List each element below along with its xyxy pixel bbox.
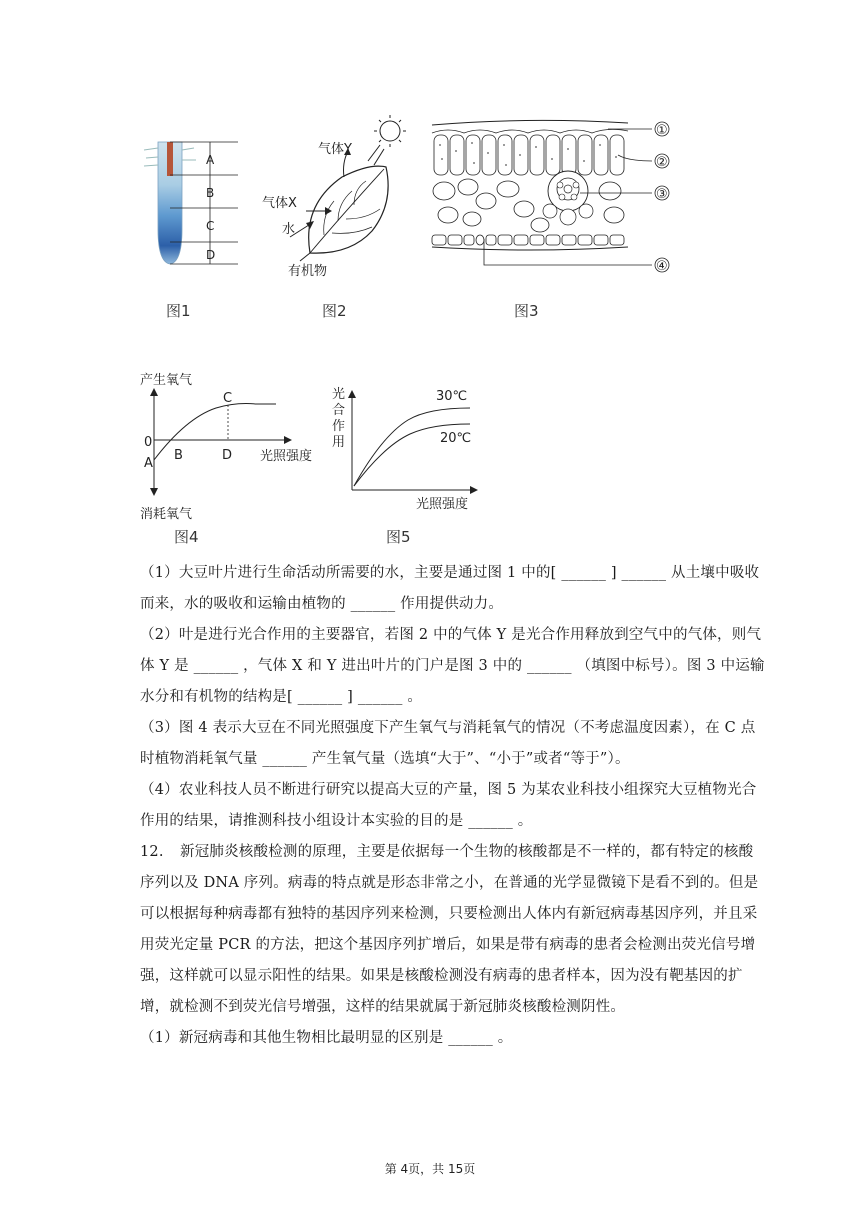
fig5-caption: 图5 <box>386 528 411 546</box>
fig2-gas-y: 气体Y <box>318 142 352 157</box>
fig4-y-bottom: 消耗氧气 <box>140 507 193 522</box>
fig5-x-label: 光照强度 <box>416 497 469 512</box>
question-12 <box>140 837 765 1023</box>
fig4-origin: 0 <box>144 435 153 450</box>
question-3: （3）图 4 表示大豆在不同光照强度下产生氧气与消耗氧气的情况（不考虑温度因素），在 C 点时植物消耗氧气量 ______ 产生氧气量（选填“大于”、“小于”或者“等于”）。 <box>140 720 756 767</box>
question-12-1: （1）新冠病毒和其他生物相比最明显的区别是 ______ 。 <box>140 1030 513 1046</box>
fig5-series-30: 30℃ <box>436 389 468 404</box>
fig3-marker-3: ③ <box>656 187 668 202</box>
fig3-marker-4: ④ <box>656 259 668 274</box>
question-2: （2）叶是进行光合作用的主要器官，若图 2 中的气体 Y 是光合作用释放到空气中的气体，则气体 Y 是 ______ ，气体 X 和 Y 进出叶片的门户是图 3 中的 ______ （填图中标号）。图 3 中运输水分和有机物的结构是[ ______ ] ______ 。 <box>140 627 765 705</box>
fig1-label-a: A <box>206 153 215 167</box>
fig2-organic: 有机物 <box>288 264 328 279</box>
figure-5-graph <box>328 380 488 520</box>
fig1-label-c: C <box>206 219 215 233</box>
fig4-caption: 图4 <box>174 528 199 546</box>
fig3-marker-1: ① <box>656 123 668 138</box>
question-12-number: 12. <box>140 844 164 860</box>
fig4-point-a: A <box>144 456 153 471</box>
page-footer: 第 4页，共 15页 <box>384 1162 476 1176</box>
fig5-series-20: 20℃ <box>440 431 472 446</box>
figure-4-graph <box>136 368 336 528</box>
figure-2-leaf <box>262 115 422 280</box>
fig5-y-label: 光合作用 <box>332 387 346 450</box>
fig3-marker-2: ② <box>656 155 668 170</box>
question-block <box>140 558 765 1054</box>
fig4-y-top: 产生氧气 <box>140 373 193 388</box>
fig1-label-d: D <box>206 248 216 262</box>
fig2-gas-x: 气体X <box>262 196 297 211</box>
fig1-label-b: B <box>206 186 215 200</box>
fig4-point-d: D <box>222 448 233 463</box>
fig4-point-c: C <box>223 391 233 406</box>
fig2-water: 水 <box>282 222 296 237</box>
fig5-curve-30 <box>354 408 470 486</box>
fig1-caption: 图1 <box>166 302 191 320</box>
figure-1-root-tip <box>140 130 250 270</box>
fig4-point-b: B <box>174 448 183 463</box>
fig4-curve <box>154 404 276 461</box>
question-1: （1）大豆叶片进行生命活动所需要的水，主要是通过图 1 中的[ ______ ] ______ 从土壤中吸收而来，水的吸收和运输由植物的 ______ 作用提供动力。 <box>140 565 760 612</box>
question-12-text: 新冠肺炎核酸检测的原理，主要是依据每一个生物的核酸都是不一样的，都有特定的核酸序列以及 DNA 序列。病毒的特点就是形态非常之小，在普通的光学显微镜下是看不到的。但是可以根据每种病毒都有独特的基因序列来检测，只要检测出人体内有新冠病毒基因序列，并且采用荧光定量 PCR 的方法，把这个基因序列扩增后，如果是带有病毒的患者会检测出荧光信号增强，这样就可以显示阳性的结果。如果是核酸检测没有病毒的患者样本，因为没有靶基因的扩增，就检测不到荧光信号增强，这样的结果就属于新冠肺炎核酸检测阴性。 <box>140 844 759 1015</box>
question-4: （4）农业科技人员不断进行研究以提高大豆的产量，图 5 为某农业科技小组探究大豆植物光合作用的结果，请推测科技小组设计本实验的目的是 ______ 。 <box>140 782 757 829</box>
fig3-caption: 图3 <box>514 302 539 320</box>
fig2-caption: 图2 <box>322 302 347 320</box>
fig4-x-label: 光照强度 <box>260 449 313 464</box>
figure-3-leaf-section <box>428 115 678 275</box>
